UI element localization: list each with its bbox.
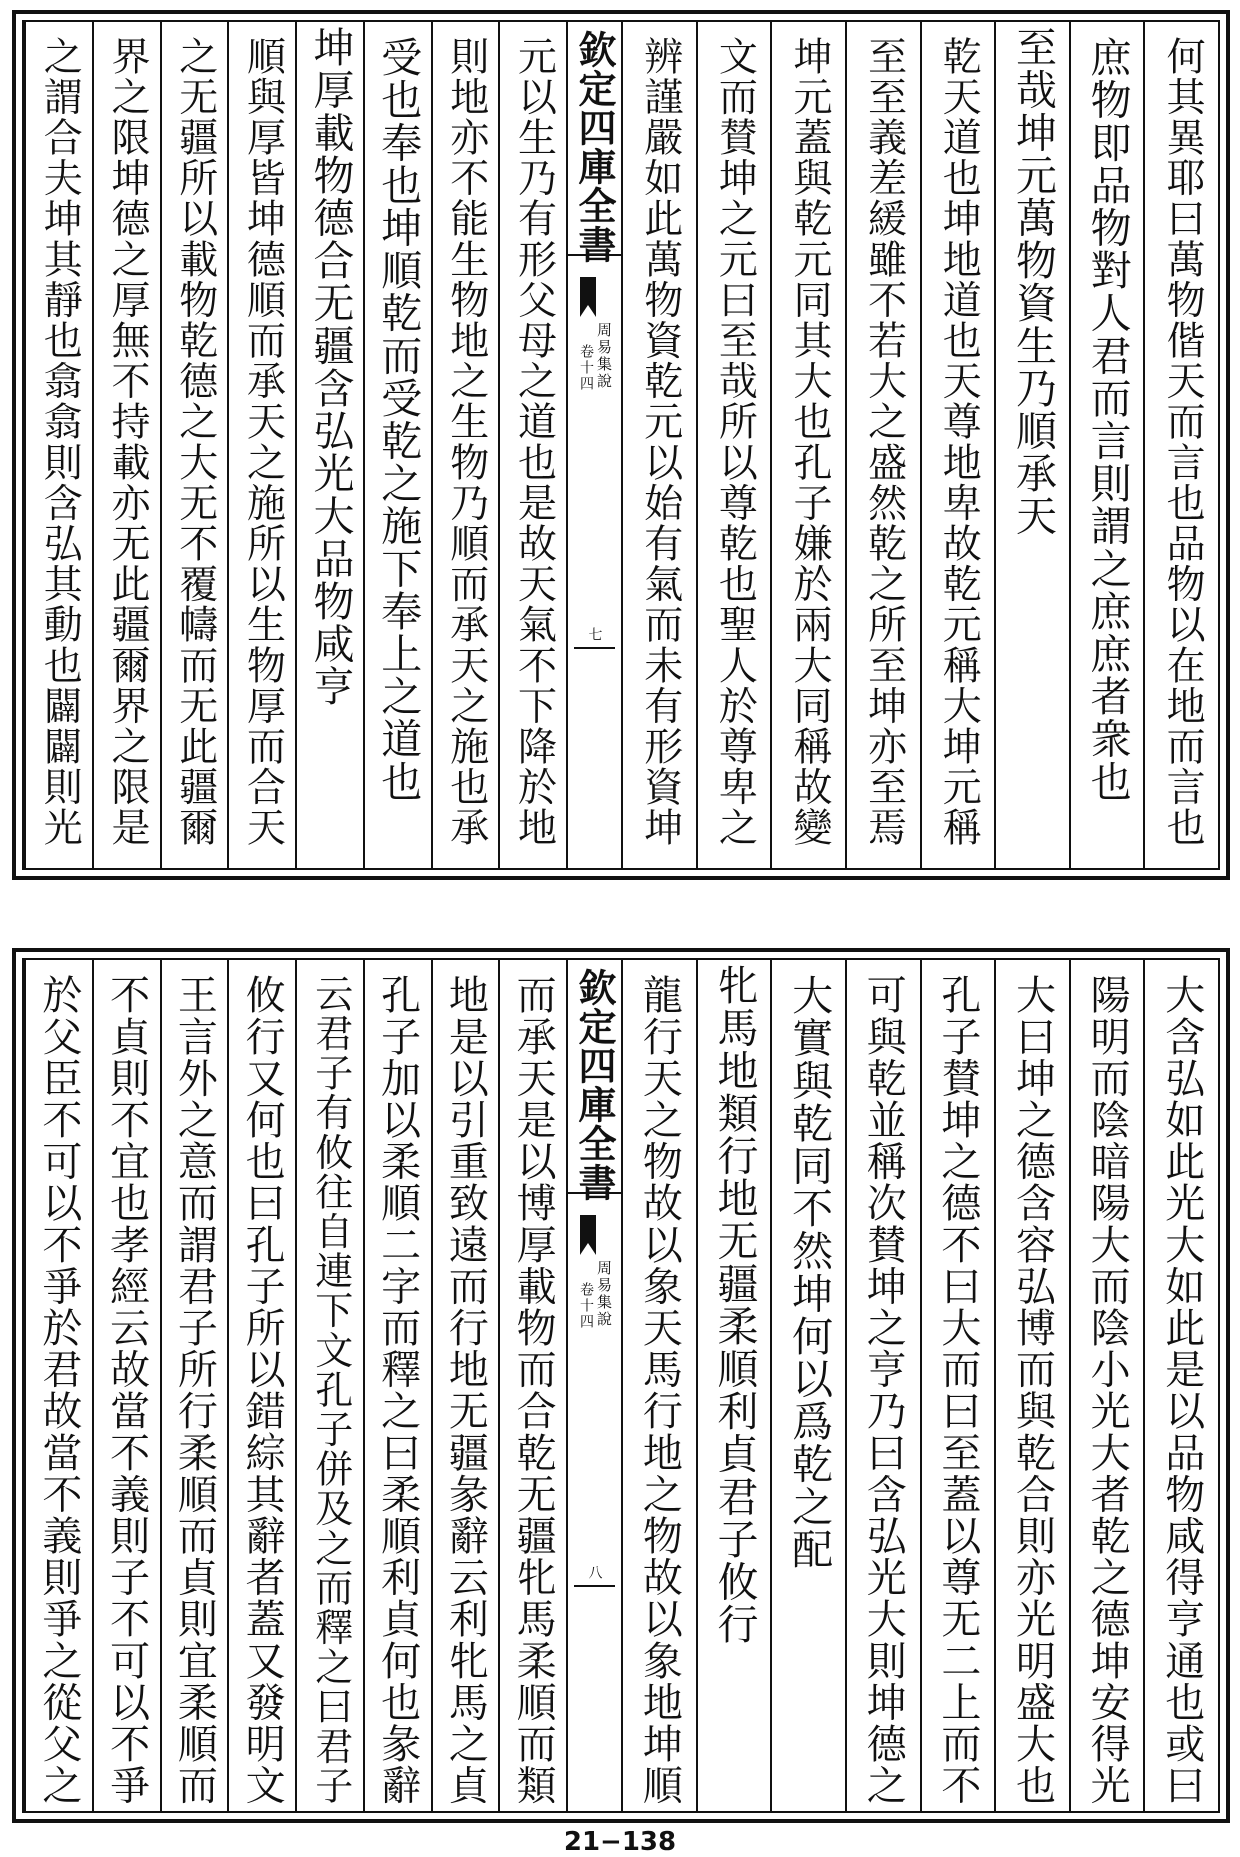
- text-column: 大實與乾同不然坤何以爲乾之配: [770, 960, 845, 1811]
- text-column: 攸行又何也曰孔子所以錯綜其辭者蓋又發明文: [227, 960, 295, 1811]
- page-number: 21−138: [563, 1827, 677, 1857]
- text-column: 之謂合夫坤其靜也翕翕則含弘其動也闢闢則光: [24, 22, 92, 868]
- book-title: 周易集說: [595, 1260, 613, 1328]
- text-column: 王言外之意而謂君子所行柔順而貞則宜柔順而: [160, 960, 228, 1811]
- left-half-top: [24, 22, 566, 868]
- text-column: 地是以引重致遠而行地无疆彖辭云利牝馬之貞: [431, 960, 499, 1811]
- right-half-bottom: [621, 960, 1218, 1811]
- center-fold-top: [566, 22, 621, 868]
- text-column: 可與乾並稱次賛坤之亨乃曰含弘光大則坤德之: [845, 960, 920, 1811]
- library-title: 欽定四庫全書: [572, 968, 617, 1202]
- right-half-top: [621, 22, 1218, 868]
- text-column: 大含弘如此光大如此是以品物咸得亨通也或曰: [1143, 960, 1218, 1811]
- text-column: 孔子賛坤之德不曰大而曰至蓋以尊无二上而不: [920, 960, 995, 1811]
- page-bottom: [12, 948, 1230, 1823]
- text-column: 坤厚載物德合无疆含弘光大品物咸亨: [295, 22, 363, 868]
- text-column: 坤元蓋與乾元同其大也孔子嫌於兩大同稱故變: [770, 22, 845, 868]
- text-column: 云君子有攸往自連下文孔子併及之而釋之曰君子: [295, 960, 363, 1811]
- text-column: 至至義差緩雖不若大之盛然乾之所至坤亦至焉: [845, 22, 920, 868]
- text-column: 辨謹嚴如此萬物資乾元以始有氣而未有形資坤: [621, 22, 696, 868]
- folio-number: 七: [586, 627, 603, 641]
- text-column: 陽明而陰暗陽大而陰小光大者乾之德坤安得光: [1069, 960, 1144, 1811]
- fishtail-mark-icon: [580, 1215, 596, 1255]
- text-column: 順與厚皆坤德順而承天之施所以生物厚而合天: [227, 22, 295, 868]
- text-column: 大曰坤之德含容弘博而與乾合則亦光明盛大也: [994, 960, 1069, 1811]
- fishtail-mark-icon: [580, 277, 596, 317]
- folio-number: 八: [586, 1565, 603, 1579]
- divider: [568, 254, 621, 256]
- library-title: 欽定四庫全書: [572, 30, 617, 264]
- text-column: 於父臣不可以不爭於君故當不義則爭之從父之: [24, 960, 92, 1811]
- text-column: 之无疆所以載物乾德之大无不覆幬而无此疆爾: [160, 22, 228, 868]
- text-column: 龍行天之物故以象天馬行地之物故以象地坤順: [621, 960, 696, 1811]
- divider: [574, 1585, 615, 1587]
- text-column: 何其異耶曰萬物偕天而言也品物以在地而言也: [1143, 22, 1218, 868]
- text-column: 元以生乃有形父母之道也是故天氣不下降於地: [498, 22, 566, 868]
- text-column: 乾天道也坤地道也天尊地卑故乾元稱大坤元稱: [920, 22, 995, 868]
- text-column: 受也奉也坤順乾而受乾之施下奉上之道也: [363, 22, 431, 868]
- left-half-bottom: [24, 960, 566, 1811]
- page-top: [12, 10, 1230, 880]
- text-column: 庶物即品物對人君而言則謂之庶庶者衆也: [1069, 22, 1144, 868]
- divider: [574, 647, 615, 649]
- text-column: 界之限坤德之厚無不持載亦无此疆爾界之限是: [92, 22, 160, 868]
- book-title: 周易集說: [595, 322, 613, 390]
- text-column: 孔子加以柔順二字而釋之曰柔順利貞何也彖辭: [363, 960, 431, 1811]
- center-fold-bottom: [566, 960, 621, 1811]
- text-column: 而承天是以博厚載物而合乾无疆牝馬柔順而類: [498, 960, 566, 1811]
- text-column: 至哉坤元萬物資生乃順承天: [994, 22, 1069, 868]
- divider: [568, 1192, 621, 1194]
- text-column: 不貞則不宜也孝經云故當不義則子不可以不爭: [92, 960, 160, 1811]
- frame-top: [22, 20, 1220, 870]
- text-column: 則地亦不能生物地之生物乃順而承天之施也承: [431, 22, 499, 868]
- volume-label: 卷十四: [578, 1282, 594, 1330]
- text-column: 文而賛坤之元曰至哉所以尊乾也聖人於尊卑之: [696, 22, 771, 868]
- frame-bottom: [22, 958, 1220, 1813]
- volume-label: 卷十四: [578, 344, 594, 392]
- text-column: 牝馬地類行地无疆柔順利貞君子攸行: [696, 960, 771, 1811]
